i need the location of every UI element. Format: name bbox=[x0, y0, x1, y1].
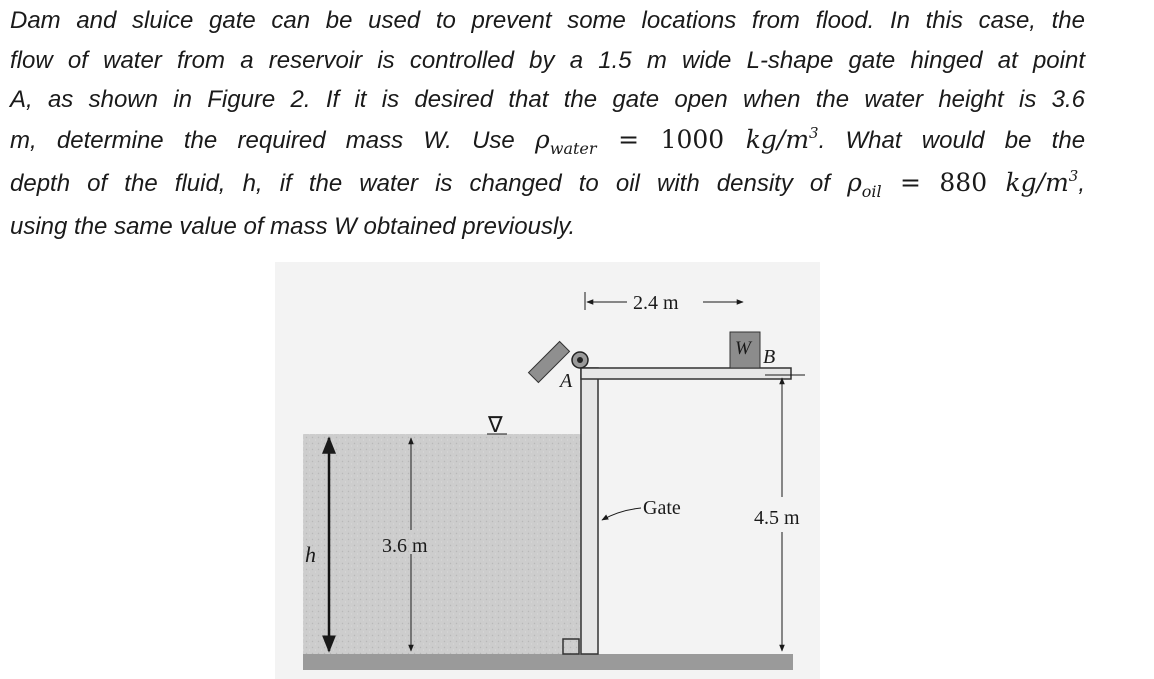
rho-water-equation bbox=[535, 123, 819, 158]
point-b-label: B bbox=[763, 346, 776, 368]
weight-label: W bbox=[735, 338, 751, 359]
problem-line-6: using the same value of mass W obtained previously. bbox=[10, 212, 576, 240]
rho-oil-unit: kg/m bbox=[1005, 168, 1069, 197]
gate-label: Gate bbox=[643, 497, 681, 519]
line5-text-before: depth of the fluid, h, if the water is changed to oil with density of bbox=[10, 170, 830, 197]
line4-text-after: . What would be the bbox=[818, 126, 1086, 154]
problem-line-1: Dam and sluice gate can be used to prevent some locations from flood. In this case, the bbox=[10, 7, 1085, 34]
problem-line-2: flow of water from a reservoir is controlled by a 1.5 m wide L-shape gate hinged at point bbox=[10, 46, 1085, 74]
figure-2-gate-diagram bbox=[275, 262, 820, 679]
rho-water-unit: kg/m bbox=[745, 124, 810, 154]
line5-text-after: , bbox=[1078, 170, 1085, 197]
rho-oil-equals: = bbox=[900, 168, 921, 197]
rho-oil-value: 880 bbox=[939, 168, 988, 197]
problem-statement bbox=[10, 0, 1085, 246]
rho-water-value: 1000 bbox=[660, 124, 725, 154]
rho-water-equals: = bbox=[618, 124, 640, 154]
depth-label: h bbox=[305, 542, 316, 567]
rho-oil-equation bbox=[847, 167, 1079, 201]
water-reservoir bbox=[303, 434, 598, 654]
gate-vertical-leg bbox=[581, 368, 598, 654]
rho-water-symbol: ρ bbox=[535, 124, 550, 154]
point-a-label: A bbox=[560, 370, 573, 392]
line4-text-before: m, determine the required mass W. Use bbox=[10, 126, 515, 154]
free-surface-symbol: ∇ bbox=[488, 412, 503, 437]
water-dimension-label: 3.6 m bbox=[382, 535, 428, 557]
rho-water-exponent: 3 bbox=[809, 123, 819, 142]
rho-oil-subscript: oil bbox=[861, 182, 882, 201]
problem-line-5 bbox=[10, 163, 1085, 207]
gate-horizontal-arm bbox=[581, 368, 791, 379]
right-dimension-label: 4.5 m bbox=[754, 507, 800, 529]
hinge-pin-center bbox=[577, 357, 583, 363]
rho-oil-exponent: 3 bbox=[1068, 167, 1079, 185]
top-dimension-label: 2.4 m bbox=[633, 292, 679, 314]
problem-line-3: A, as shown in Figure 2. If it is desired that the gate open when the water height is 3.6 bbox=[10, 86, 1085, 113]
problem-line-4 bbox=[10, 120, 1085, 164]
rho-water-subscript: water bbox=[549, 138, 597, 158]
rho-oil-symbol: ρ bbox=[847, 168, 862, 197]
ground bbox=[303, 654, 793, 670]
